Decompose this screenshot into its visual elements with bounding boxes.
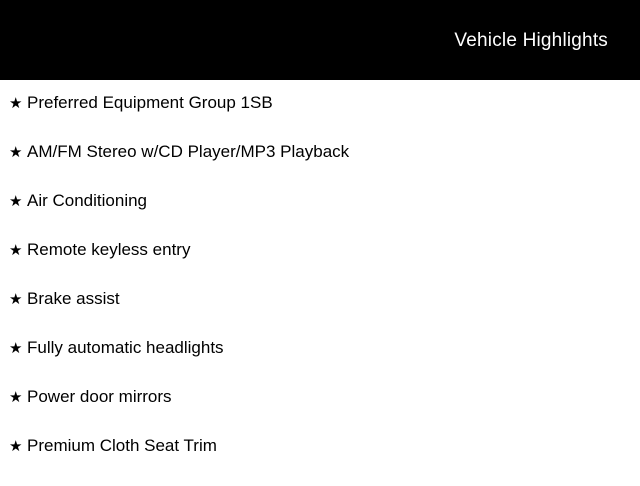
star-bullet-icon: ★: [9, 438, 23, 455]
star-bullet-icon: ★: [9, 242, 23, 259]
list-item: [0, 388, 640, 437]
header-bar: [0, 0, 640, 80]
list-item-label: Remote keyless entry: [27, 240, 191, 259]
list-item-label: Premium Cloth Seat Trim: [27, 436, 217, 455]
list-item-label: Power door mirrors: [27, 387, 172, 406]
list-item-label: Air Conditioning: [27, 191, 148, 210]
list-item: [0, 94, 640, 143]
list-item-label: Fully automatic headlights: [27, 338, 224, 357]
list-item: [0, 241, 640, 290]
star-bullet-icon: ★: [9, 193, 23, 210]
page-title: Vehicle Highlights: [454, 29, 608, 51]
list-item: [0, 339, 640, 388]
star-bullet-icon: ★: [9, 291, 23, 308]
list-item: [0, 143, 640, 192]
list-item: [0, 192, 640, 241]
star-bullet-icon: ★: [9, 389, 23, 406]
list-item: [0, 290, 640, 339]
list-item-label: Preferred Equipment Group 1SB: [27, 93, 273, 112]
list-item-label: Brake assist: [27, 289, 120, 308]
star-bullet-icon: ★: [9, 95, 23, 112]
star-bullet-icon: ★: [9, 144, 23, 161]
list-item: [0, 437, 640, 486]
vehicle-highlights-list: [0, 80, 640, 486]
list-item-label: AM/FM Stereo w/CD Player/MP3 Playback: [27, 142, 350, 161]
star-bullet-icon: ★: [9, 340, 23, 357]
